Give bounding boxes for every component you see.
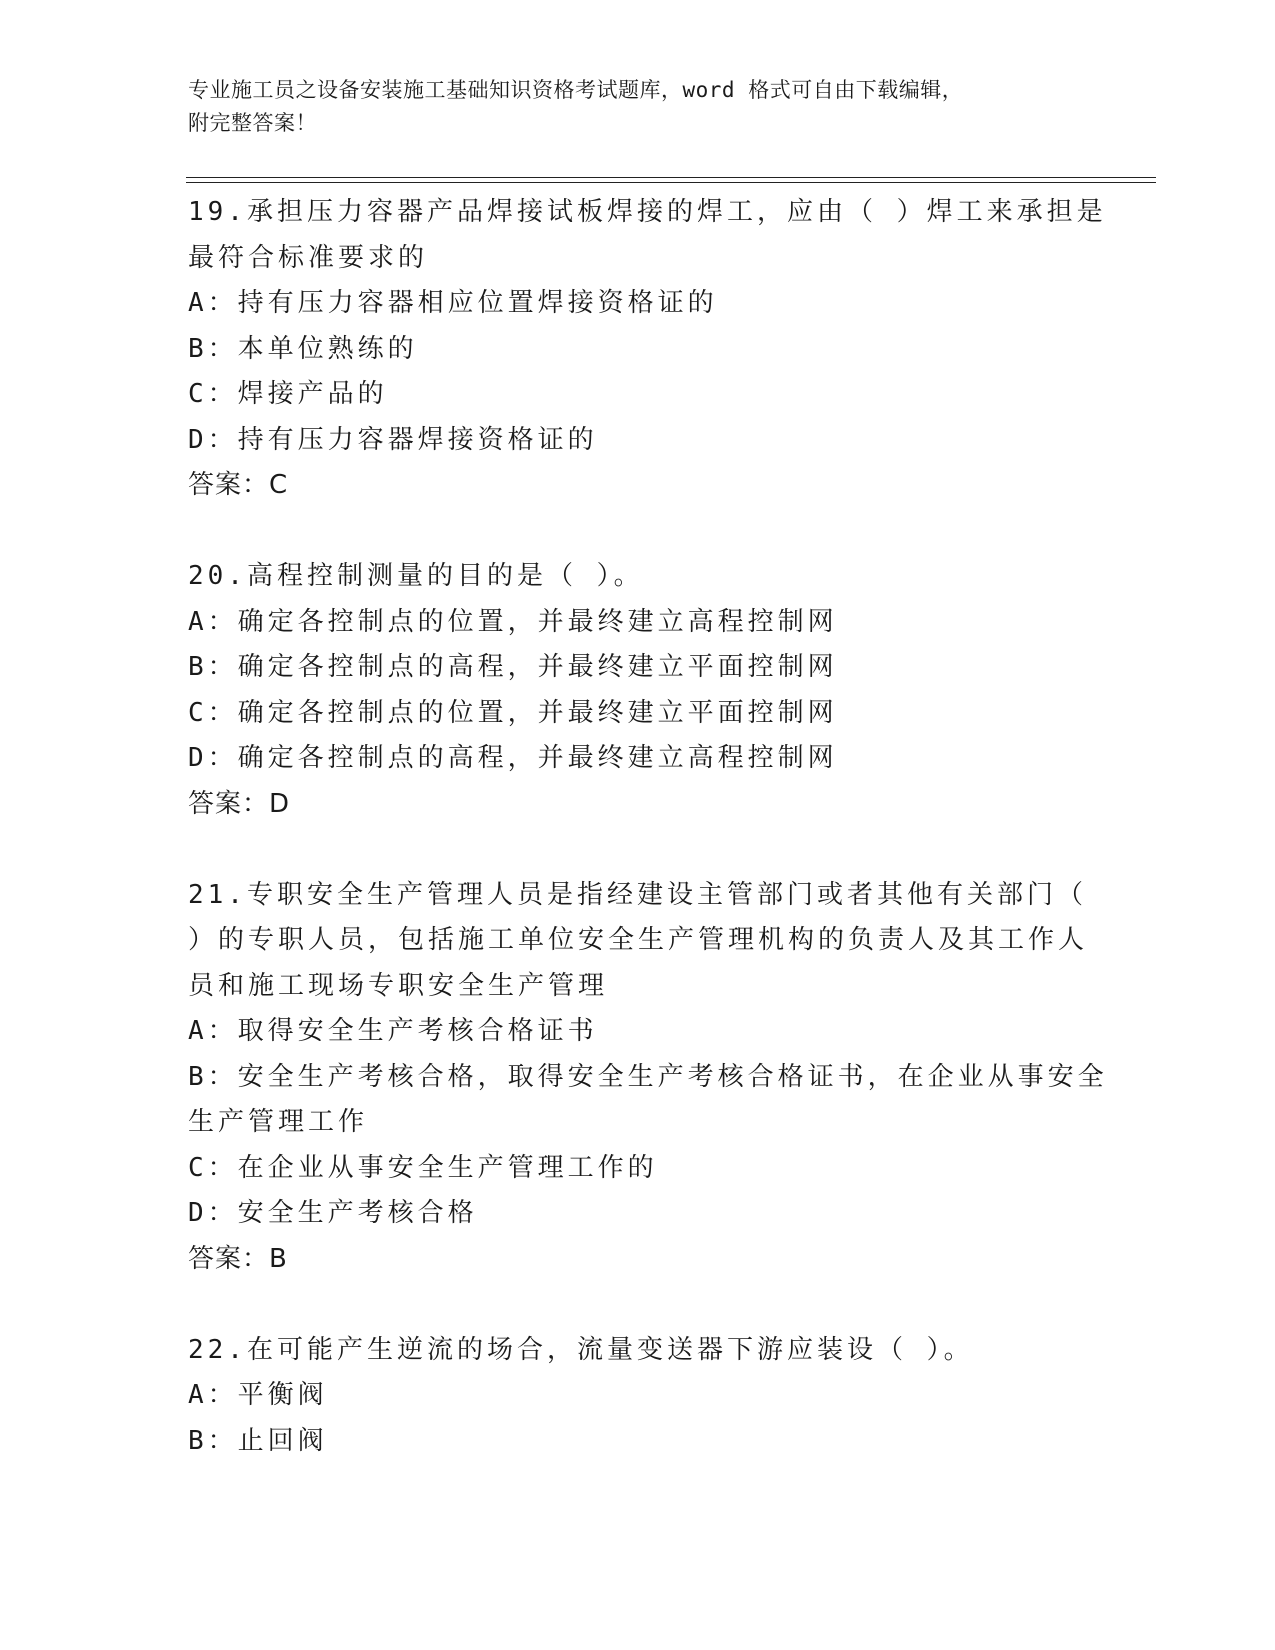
question-stem-line: 19.承担压力容器产品焊接试板焊接的焊工，应由（ ）焊工来承担是 — [188, 197, 1107, 227]
option-a: A：确定各控制点的位置，并最终建立高程控制网 — [188, 606, 838, 637]
spacer — [188, 827, 1088, 873]
spacer — [188, 509, 1088, 555]
answer-line: 答案：D — [188, 788, 291, 819]
question-stem-line: 21.专职安全生产管理人员是指经建设主管部门或者其他有关部门（ — [188, 879, 1087, 910]
option-c: C：确定各控制点的位置，并最终建立平面控制网 — [188, 697, 838, 728]
option-a: A：取得安全生产考核合格证书 — [188, 1016, 598, 1046]
answer-line: 答案：B — [188, 1243, 288, 1274]
header-divider-top — [186, 177, 1156, 178]
option-b: B：本单位熟练的 — [188, 333, 418, 364]
option-a: A：平衡阀 — [188, 1380, 328, 1410]
question-20 — [188, 554, 1088, 827]
question-stem-line: ）的专职人员，包括施工单位安全生产管理机构的负责人及其工作人 — [188, 925, 1089, 955]
question-22 — [188, 1328, 1088, 1465]
option-b-continued: 生产管理工作 — [188, 1107, 369, 1137]
option-c: C：在企业从事安全生产管理工作的 — [188, 1152, 658, 1183]
option-d: D：安全生产考核合格 — [188, 1198, 478, 1228]
question-list — [188, 190, 1108, 1464]
answer-line: 答案：C — [188, 470, 289, 500]
question-stem-line: 最符合标准要求的 — [188, 242, 429, 273]
question-stem-line: 员和施工现场专职安全生产管理 — [188, 970, 609, 1001]
spacer — [188, 1282, 1088, 1328]
option-d: D：确定各控制点的高程，并最终建立高程控制网 — [188, 743, 838, 773]
option-d: D：持有压力容器焊接资格证的 — [188, 424, 598, 455]
question-19 — [188, 190, 1107, 509]
header-line-1: 专业施工员之设备安装施工基础知识资格考试题库，word 格式可自由下载编辑， — [188, 78, 964, 102]
header-divider-bottom — [186, 182, 1156, 183]
question-stem-line: 20.高程控制测量的目的是（ ）。 — [188, 561, 644, 591]
header-line-2: 附完整答案！ — [188, 111, 317, 135]
option-b: B：止回阀 — [188, 1425, 328, 1456]
option-b: B：安全生产考核合格，取得安全生产考核合格证书，在企业从事安全 — [188, 1061, 1108, 1092]
question-21 — [188, 873, 1108, 1283]
option-b: B：确定各控制点的高程，并最终建立平面控制网 — [188, 652, 838, 682]
question-stem-line: 22.在可能产生逆流的场合，流量变送器下游应装设（ ）。 — [188, 1334, 974, 1365]
document-header — [188, 74, 1108, 140]
option-a: A：持有压力容器相应位置焊接资格证的 — [188, 288, 718, 318]
option-c: C：焊接产品的 — [188, 379, 388, 409]
